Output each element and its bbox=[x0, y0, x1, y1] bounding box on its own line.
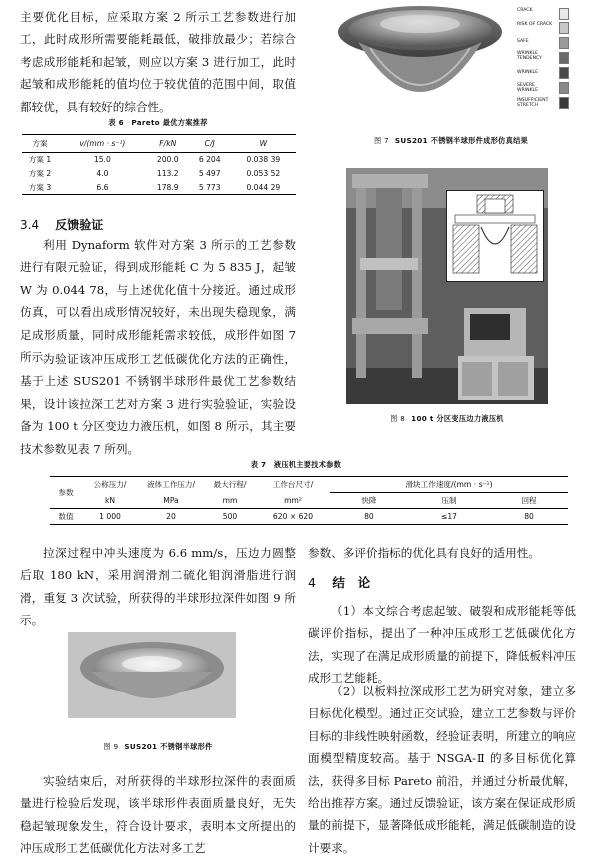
legend-swatch-severe-wrinkle bbox=[559, 82, 569, 94]
experiment-paragraph: 拉深过程中冲头速度为 6.6 mm/s，压边力圆整后取 180 kN，采用润滑剂二硫化钼润滑脂进行润滑，重复 3 次试验，所获得的半球形拉深件如图 9 所示。 bbox=[20, 546, 296, 628]
table6-cell: 方案 2 bbox=[28, 169, 52, 178]
figure-label: 图 9 bbox=[103, 742, 119, 751]
legend-swatch-safe bbox=[559, 37, 569, 49]
table6-header-row bbox=[22, 135, 296, 153]
table7-cell: ≤17 bbox=[440, 512, 457, 521]
table6 bbox=[22, 134, 296, 195]
table6-header-cell: W bbox=[259, 139, 268, 148]
legend-item-wrinkle bbox=[517, 70, 557, 75]
figure-label: 图 8 bbox=[390, 414, 406, 423]
figure-label: 图 7 bbox=[373, 136, 389, 145]
figure-caption-text: 100 t 分区变压边力液压机 bbox=[411, 414, 504, 423]
table7-cell: 80 bbox=[364, 512, 374, 521]
legend-item-crack bbox=[517, 8, 557, 13]
legend-swatch-insufficient-stretch bbox=[559, 97, 569, 109]
table7-slider-sub: 回程 bbox=[521, 496, 537, 505]
table-row bbox=[50, 509, 568, 525]
table6-cell: 6.6 bbox=[96, 182, 109, 192]
legend-label: INSUFFICIENT STRETCH bbox=[517, 98, 549, 109]
table7-title: 表 7 液压机主要技术参数 bbox=[250, 460, 342, 469]
section-3-4-paragraph-2: 为验证该冲压成形工艺低碳优化方法的正确性，基于上述 SUS201 不锈钢半球形件最优工艺参数结果，设计该拉深工艺对方案 3 进行实验验证，实验设备为 100 t 分区变边力液压机，如图 8 所示，其主要技术参数见表 7 所列。 bbox=[20, 352, 296, 456]
section-title: 结 论 bbox=[332, 575, 371, 590]
legend-item-severe-wrinkle bbox=[517, 83, 557, 93]
table7-header-unit: kN bbox=[104, 495, 116, 505]
section-4-heading bbox=[308, 572, 370, 591]
table7-slider-sub: 压制 bbox=[441, 496, 457, 505]
legend-item-wrinkle-tendency bbox=[517, 51, 557, 61]
table6-title: 表 6 Pareto 最优方案推荐 bbox=[108, 118, 208, 127]
intro-paragraph: 主要优化目标，应采取方案 2 所示工艺参数进行加工，此时成形所需要能耗最低，破排放最少；若综合考虑成形能耗和起皱，则应以方案 3 进行加工，此时起皱和成形能耗的值均位于较优值的范围中间，取值都较优，具有较好的综合性。 bbox=[20, 10, 296, 114]
table6-cell: 方案 3 bbox=[28, 182, 52, 192]
legend-label: WRINKLE bbox=[517, 70, 538, 75]
legend-swatch-wrinkle-tendency bbox=[559, 52, 569, 64]
table7-header-cell: 公称压力/ bbox=[93, 480, 127, 490]
section-number: 4 bbox=[308, 575, 317, 590]
table6-cell: 0.053 52 bbox=[246, 169, 281, 178]
table6-cell: 15.0 bbox=[93, 155, 111, 165]
table7-header-unit: mm² bbox=[284, 495, 302, 505]
table7-cell: 20 bbox=[166, 512, 176, 521]
table6-header-cell: v/(mm · s⁻¹) bbox=[79, 139, 126, 148]
figure-caption-text: SUS201 不锈钢半球形件 bbox=[124, 742, 213, 751]
die-cross-section-icon bbox=[447, 191, 543, 281]
legend-item-insufficient-stretch bbox=[517, 98, 557, 108]
table7-header-unit: MPa bbox=[163, 495, 179, 505]
hemisphere-part-graphic bbox=[68, 632, 236, 718]
table-row bbox=[22, 181, 296, 195]
table-row bbox=[22, 153, 296, 167]
table7-cell: 1 000 bbox=[99, 512, 121, 521]
table6-cell: 113.2 bbox=[156, 169, 179, 178]
table7-cell: 620 × 620 bbox=[272, 512, 314, 521]
table6-cell: 5 497 bbox=[198, 169, 221, 178]
figure9-caption bbox=[20, 742, 296, 752]
table7-cell: 80 bbox=[524, 512, 534, 521]
section-title: 反馈验证 bbox=[55, 218, 104, 232]
table6-header-cell: F/kN bbox=[159, 139, 177, 148]
table7-slider-header: 滑块工作速度/(mm · s⁻¹) bbox=[330, 477, 568, 493]
applicability-paragraph: 参数、多评价指标的优化具有良好的适用性。 bbox=[308, 546, 540, 560]
table-row bbox=[22, 167, 296, 181]
table7-header-row-1 bbox=[50, 477, 568, 493]
figure8-caption bbox=[346, 414, 548, 424]
section-number: 3.4 bbox=[20, 218, 40, 232]
table6-header-cell: 方案 bbox=[32, 139, 48, 148]
table7-cell: 500 bbox=[222, 512, 238, 521]
table6-cell: 方案 1 bbox=[28, 155, 52, 165]
table6-cell: 5 773 bbox=[198, 182, 221, 192]
figure8-inset-drawing bbox=[446, 190, 544, 282]
table7-param-header: 参数 bbox=[50, 477, 82, 509]
inspection-paragraph: 实验结束后，对所获得的半球形拉深件的表面质量进行检验后发现，该半球形件表面质量良好，无失稳起皱现象发生，符合设计要求，表明本文所提出的冲压成形工艺低碳优化方法对多工艺 bbox=[20, 774, 296, 856]
legend-swatch-crack bbox=[559, 8, 569, 20]
figure7-caption bbox=[320, 136, 582, 146]
table7-header-cell: 工作台尺寸/ bbox=[272, 480, 314, 490]
legend-label: RISK OF CRACK bbox=[517, 22, 553, 27]
table6-cell: 200.0 bbox=[156, 155, 179, 165]
table7-header-cell: 液体工作压力/ bbox=[146, 480, 196, 490]
table7 bbox=[50, 476, 568, 525]
legend-item-safe bbox=[517, 39, 557, 44]
legend-item-risk bbox=[517, 22, 557, 27]
legend-label: SEVERE WRINKLE bbox=[517, 83, 538, 94]
legend-swatch-wrinkle bbox=[559, 67, 569, 79]
legend-label: SAFE bbox=[517, 39, 529, 44]
figure9-photo bbox=[68, 632, 236, 718]
table7-row-label: 数值 bbox=[58, 512, 74, 521]
table7-slider-sub: 快降 bbox=[361, 496, 377, 505]
table6-cell: 178.9 bbox=[156, 182, 179, 192]
table6-cell: 0.044 29 bbox=[246, 182, 281, 192]
legend-swatch-risk bbox=[559, 22, 569, 34]
table7-header-unit: mm bbox=[222, 495, 238, 505]
table6-cell: 6 204 bbox=[198, 155, 221, 165]
section-3-4-paragraph-1: 利用 Dynaform 软件对方案 3 所示的工艺参数进行有限元验证，得到成形能耗 C 为 5 835 J，起皱 W 为 0.044 78，与上述优化值十分接近。通过成形仿真，可以看出成形情况较好，未出现失稳现象，满足成形质量，同时成形能耗需求较低，成形件如图 7 所示。 bbox=[20, 238, 296, 365]
table6-cell: 4.0 bbox=[96, 169, 109, 178]
legend-label: CRACK bbox=[517, 8, 533, 13]
table7-header-row-2 bbox=[50, 493, 568, 509]
conclusion-2: （2）以板料拉深成形工艺为研究对象，建立多目标优化模型。通过正交试验，建立工艺参数与评价目标的非线性映射函数，经验证表明，所建立的响应面模型精度较高。基于 NSGA-Ⅱ 的多目标优化算法，获得多目标 Pareto 前沿，并通过分析最优解，给出推荐方案。通过反馈验证，该方案在保证成形质量的前提下，显著降低成形能耗，满足低碳制造的设计要求。 bbox=[308, 684, 576, 855]
table6-header-cell: C/J bbox=[204, 139, 215, 148]
table6-cell: 0.038 39 bbox=[246, 155, 281, 165]
table7-header-cell: 最大行程/ bbox=[213, 480, 247, 490]
legend-label: WRINKLE TENDENCY bbox=[517, 51, 542, 62]
figure-caption-text: SUS201 不锈钢半球形件成形仿真结果 bbox=[394, 136, 529, 145]
conclusion-1: （1）本文综合考虑起皱、破裂和成形能耗等低碳评价指标，提出了一种冲压成形工艺低碳优化方法，实现了在满足成形质量的前提下，降低板料冲压成形工艺能耗。 bbox=[308, 604, 576, 686]
section-3-4-heading bbox=[20, 216, 103, 233]
